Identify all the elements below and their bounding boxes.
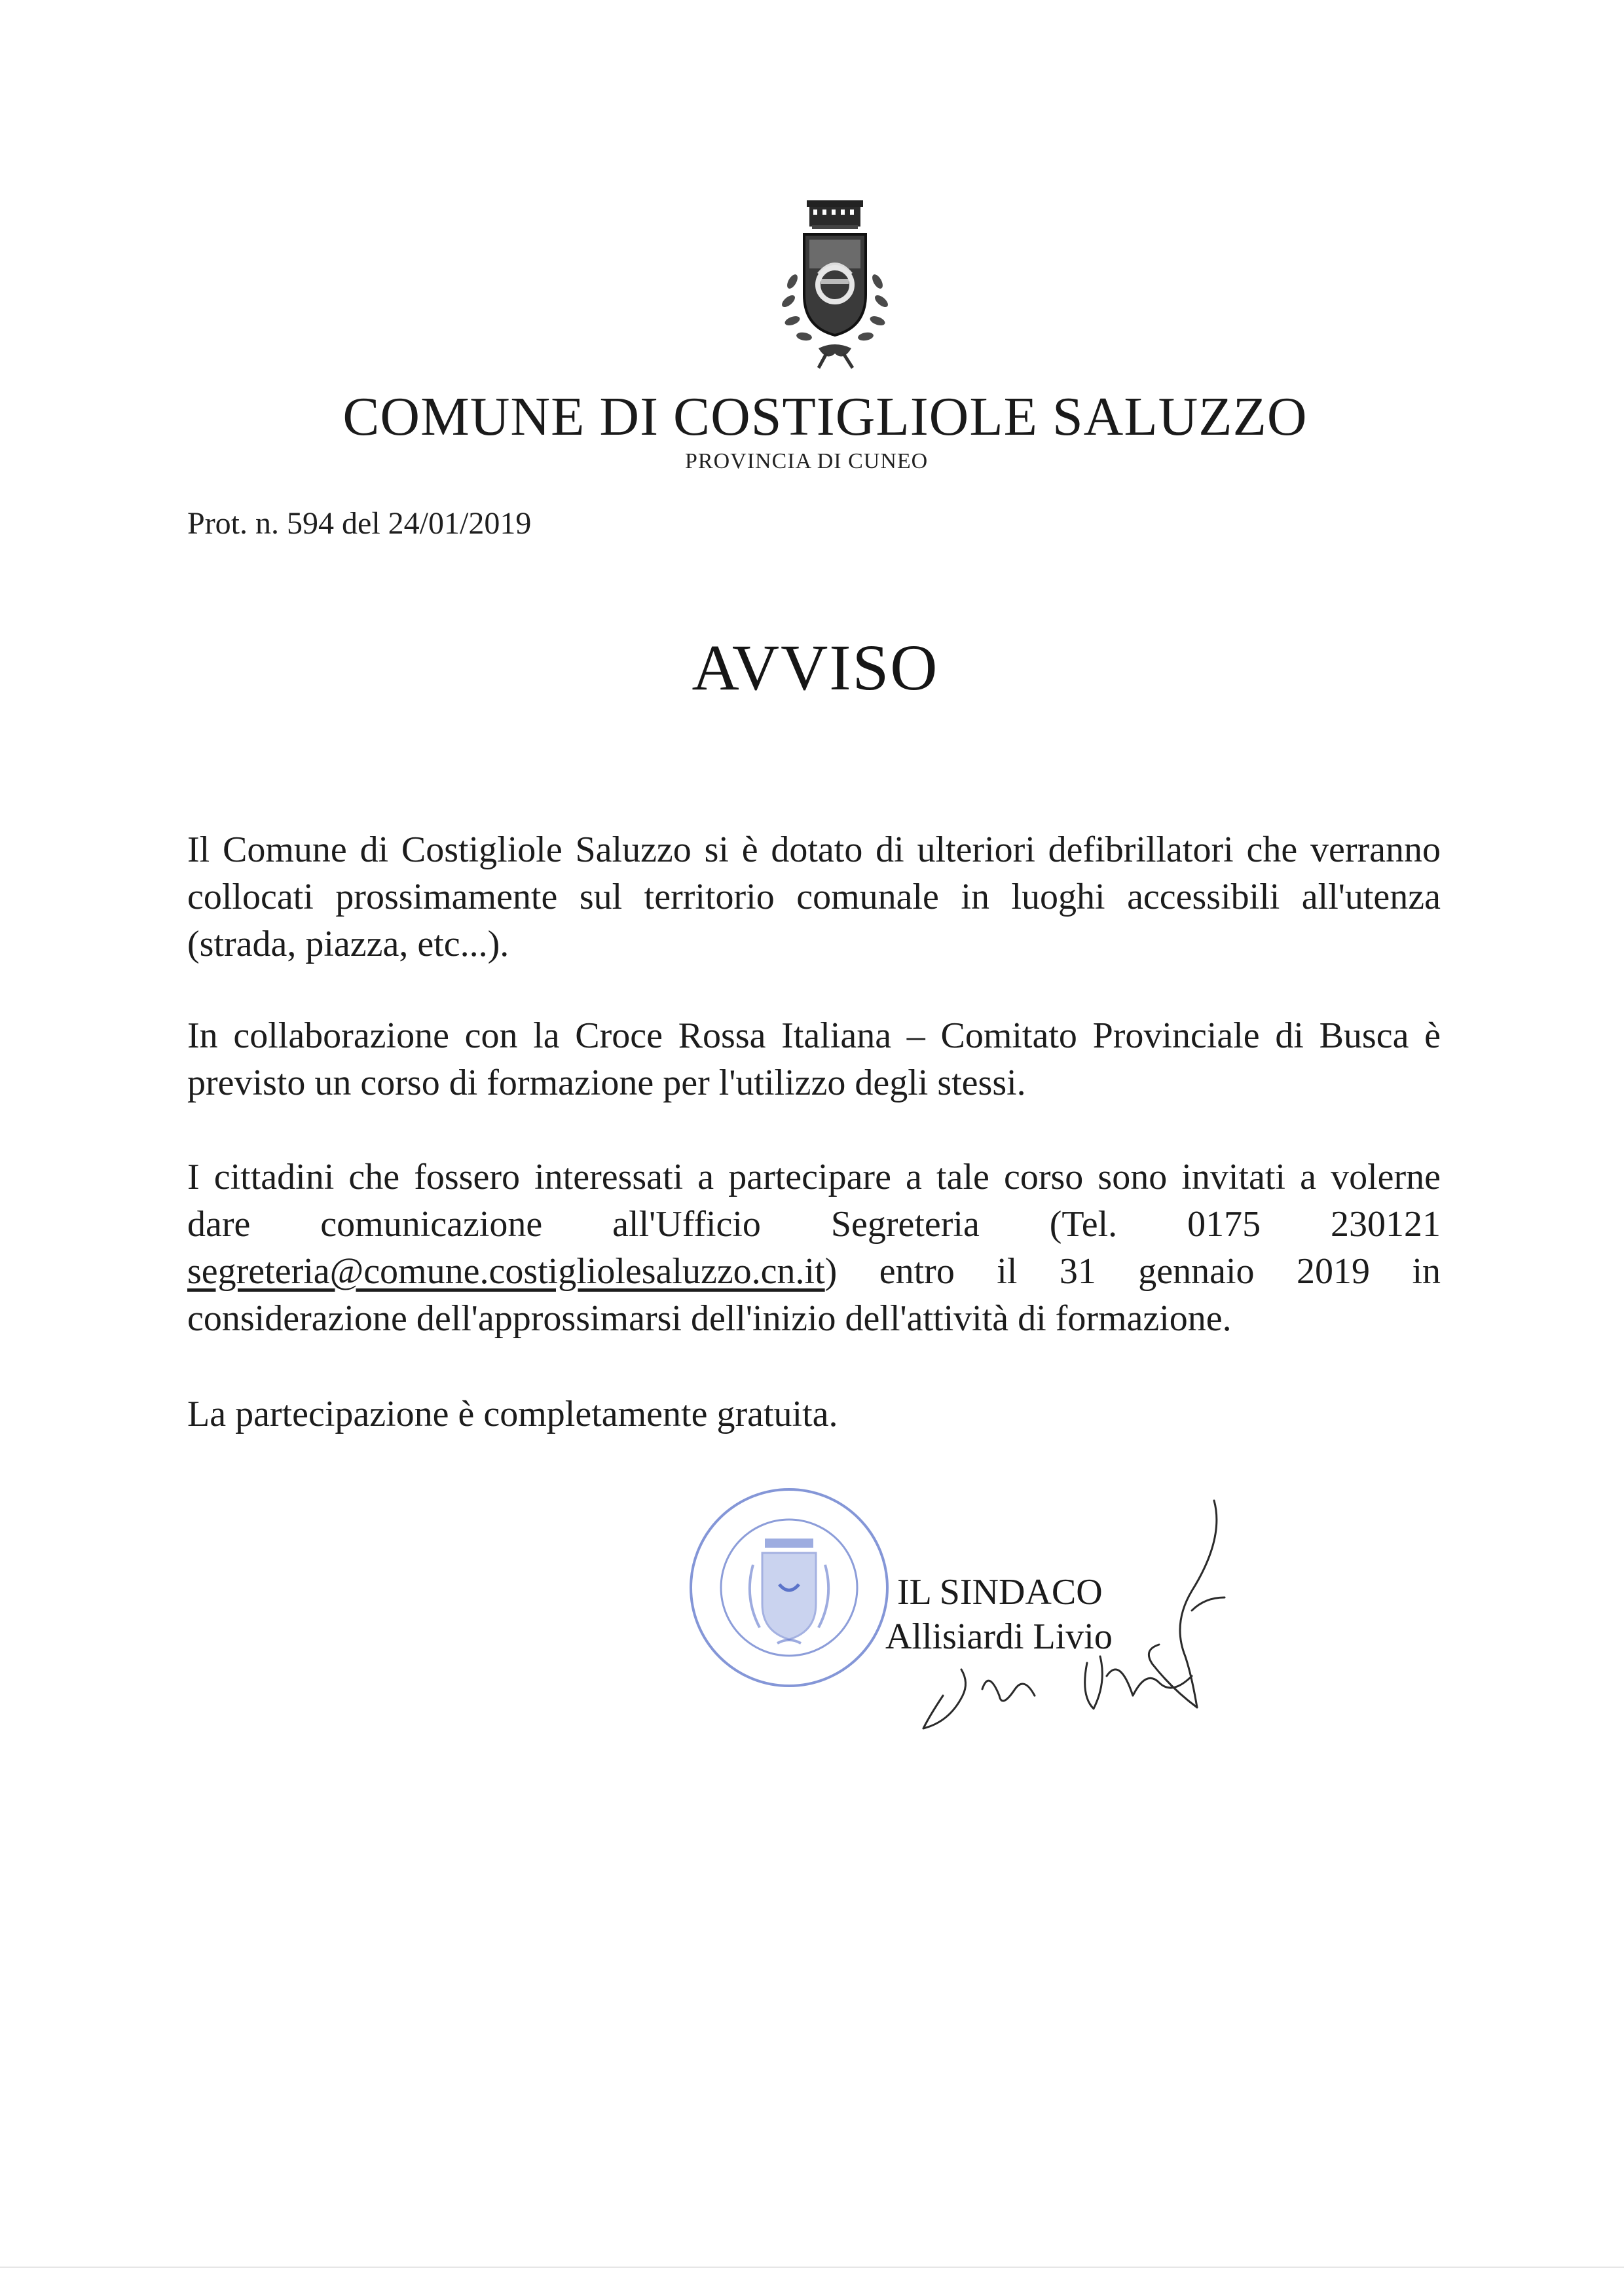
signer-name: Allisiardi Livio	[885, 1616, 1113, 1657]
coat-of-arms-icon	[766, 196, 904, 373]
notice-heading: AVVISO	[692, 631, 939, 704]
protocol-number: Prot. n. 594 del 24/01/2019	[187, 506, 532, 541]
paragraph-registration-end: ) entro il 31 gennaio 2019 in considerazione dell'approssimarsi dell'inizio dell'attività di formazione.	[187, 1251, 1441, 1339]
email-link[interactable]: segreteria@comune.costigliolesaluzzo.cn.it	[187, 1251, 825, 1292]
official-stamp-icon	[681, 1480, 897, 1696]
paragraph-registration	[187, 1154, 1441, 1342]
paragraph-defibrillators: Il Comune di Costigliole Saluzzo si è dotato di ulteriori defibrillatori che verranno collocati prossimamente sul territorio comunale in luoghi accessibili all'utenza (strada, piazza, etc...).	[187, 829, 1441, 964]
paragraph-free: La partecipazione è completamente gratuita.	[187, 1394, 838, 1434]
signer-title: IL SINDACO	[897, 1572, 1103, 1613]
province-name: PROVINCIA DI CUNEO	[685, 449, 929, 473]
paragraph-red-cross: In collaborazione con la Croce Rossa Italiana – Comitato Provinciale di Busca è previsto un corso di formazione per l'utilizzo degli stessi.	[187, 1015, 1441, 1103]
comune-name: COMUNE DI COSTIGLIOLE SALUZZO	[342, 386, 1308, 447]
paragraph-registration-start: I cittadini che fossero interessati a partecipare a tale corso sono invitati a volerne dare comunicazione all'Ufficio Segreteria (Tel. 0175 230121	[187, 1157, 1441, 1245]
page-bottom-rule	[0, 2267, 1624, 2268]
